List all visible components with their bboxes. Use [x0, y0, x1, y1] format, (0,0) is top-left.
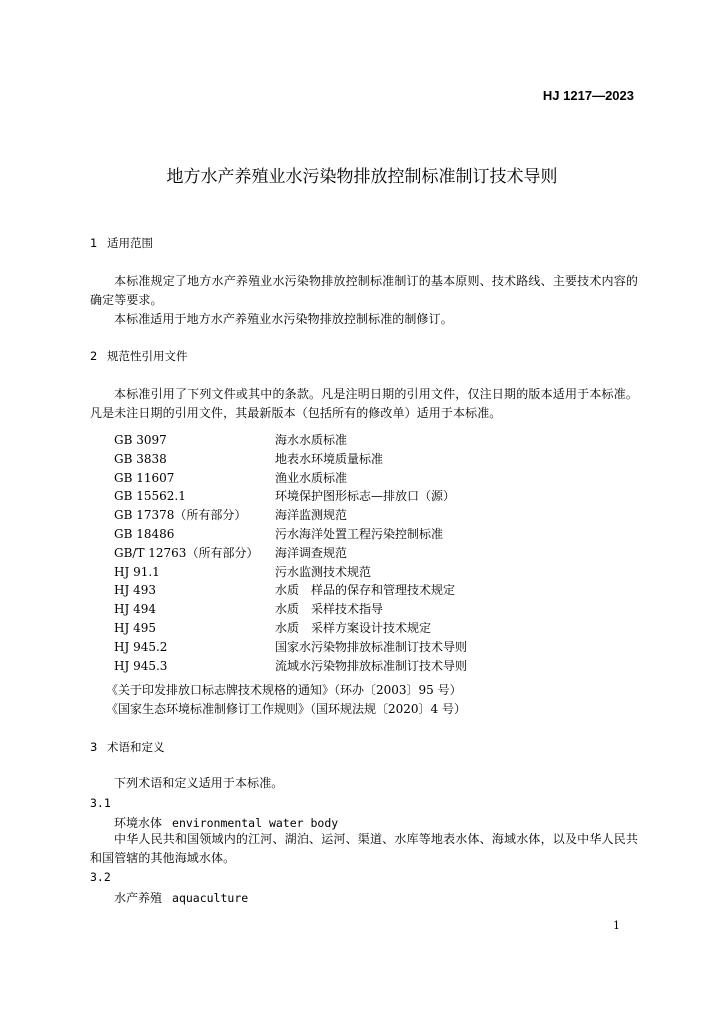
page-number: 1 — [613, 919, 620, 932]
reference-name: 海洋调查规范 — [275, 545, 348, 560]
reference-item — [114, 563, 614, 582]
paragraph: 本标准引用了下列文件或其中的条款。凡是注明日期的引用文件，仅注日期的版本适用于本标准。凡是未注日期的引用文件，其最新版本（包括所有的修改单）适用于本标准。 — [90, 387, 638, 420]
reference-code: GB 18486 — [114, 526, 175, 541]
reference-code: GB 3097 — [114, 433, 167, 447]
policy-document-item: 《国家生态环境标准制修订工作规则》（国环规法规〔2020〕4 号） — [106, 702, 466, 716]
reference-item — [114, 506, 614, 525]
reference-name: 污水海洋处置工程污染控制标准 — [275, 526, 444, 541]
reference-item — [114, 544, 614, 563]
reference-name: 地表水环境质量标准 — [275, 451, 384, 466]
reference-name: 水质 采样方案设计技术规定 — [275, 620, 432, 635]
paragraph: 本标准适用于地方水产养殖业水污染物排放控制标准的制修订。 — [114, 312, 453, 326]
reference-list — [114, 431, 614, 675]
reference-item — [114, 450, 614, 469]
term-zh: 环境水体 — [114, 816, 163, 830]
paragraph: 本标准规定了地方水产养殖业水污染物排放控制标准制订的基本原则、技术路线、主要技术内容的确定等要求。 — [90, 274, 638, 307]
term-en: aquaculture — [172, 891, 249, 905]
section-title: 适用范围 — [107, 236, 153, 250]
reference-name: 国家水污染物排放标准制订技术导则 — [275, 639, 468, 654]
reference-name: 海洋监测规范 — [275, 508, 348, 523]
reference-name: 渔业水质标准 — [275, 470, 348, 485]
clause-number: 3.2 — [90, 870, 111, 884]
term-entry — [114, 889, 248, 906]
standard-number: HJ 1217—2023 — [542, 88, 634, 103]
clause-number: 3.1 — [90, 796, 111, 810]
section-title: 规范性引用文件 — [107, 349, 188, 363]
reference-code: HJ 945.3 — [114, 658, 168, 673]
reference-item — [114, 619, 614, 638]
reference-name: 水质 采样技术指导 — [275, 602, 384, 617]
reference-item — [114, 657, 614, 676]
reference-item — [114, 581, 614, 600]
reference-name: 海水水质标准 — [275, 433, 348, 447]
section-2-heading — [90, 348, 188, 364]
reference-code: GB/T 12763（所有部分） — [114, 545, 259, 560]
reference-name: 流域水污染物排放标准制订技术导则 — [275, 658, 468, 673]
reference-code: GB 17378（所有部分） — [114, 508, 247, 523]
term-definition: 中华人民共和国领域内的江河、湖泊、运河、渠道、水库等地表水体、海域水体，以及中华人民共和国管辖的其他海域水体。 — [90, 832, 638, 865]
document-title: 地方水产养殖业水污染物排放控制标准制订技术导则 — [166, 167, 558, 187]
reference-item — [114, 487, 614, 506]
reference-name: 环境保护图形标志—排放口（源） — [275, 489, 456, 504]
term-entry — [114, 814, 338, 831]
reference-code: GB 3838 — [114, 451, 167, 466]
reference-item — [114, 431, 614, 450]
section-number: 1 — [90, 236, 98, 250]
reference-item — [114, 638, 614, 657]
term-zh: 水产养殖 — [114, 891, 163, 905]
section-1-heading — [90, 235, 153, 251]
reference-name: 污水监测技术规范 — [275, 564, 372, 579]
policy-document-item: 《关于印发排放口标志牌技术规格的通知》（环办〔2003〕95 号） — [106, 683, 462, 697]
paragraph: 下列术语和定义适用于本标准。 — [114, 776, 284, 790]
reference-code: HJ 493 — [114, 583, 156, 598]
reference-code: GB 11607 — [114, 470, 175, 485]
section-number: 3 — [90, 740, 98, 754]
section-title: 术语和定义 — [107, 740, 165, 754]
term-en: environmental water body — [172, 816, 339, 830]
reference-code: HJ 91.1 — [114, 564, 160, 579]
reference-item — [114, 469, 614, 488]
section-number: 2 — [90, 349, 98, 363]
reference-name: 水质 样品的保存和管理技术规定 — [275, 583, 456, 598]
reference-code: HJ 495 — [114, 620, 156, 635]
reference-code: HJ 945.2 — [114, 639, 168, 654]
policy-document-list — [106, 681, 466, 719]
section-3-heading — [90, 739, 165, 755]
reference-item — [114, 600, 614, 619]
reference-code: GB 15562.1 — [114, 489, 186, 504]
reference-code: HJ 494 — [114, 602, 156, 617]
reference-item — [114, 525, 614, 544]
